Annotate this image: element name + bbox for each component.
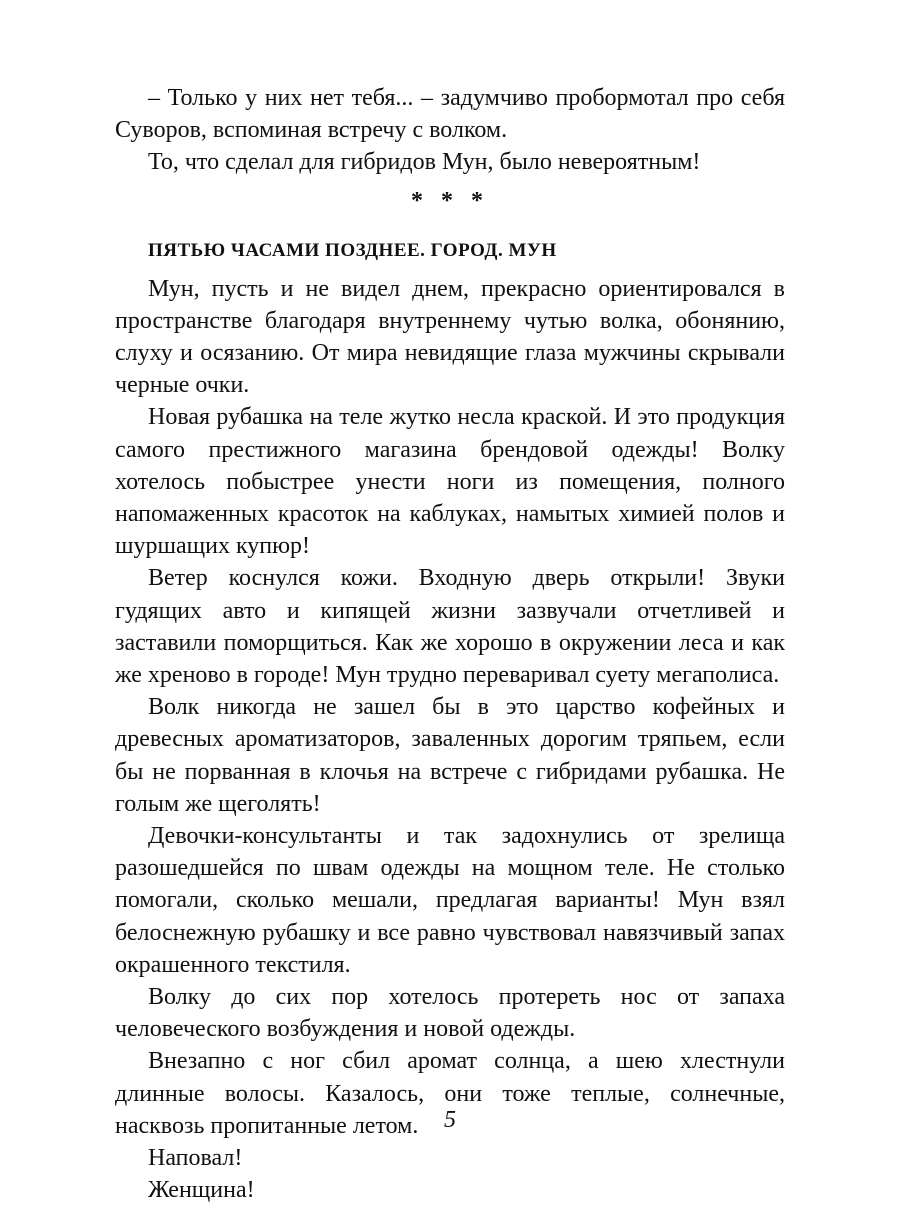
paragraph: Наповал! xyxy=(148,1145,243,1172)
paragraph: Женщина! xyxy=(148,1177,255,1204)
paragraph: Девочки-консультанты и так задохнулись от зрелища разошедшейся по швам одежды на мощном теле. Не столько помогали, сколько мешали, предлагая варианты! Мун взял белоснежную рубашку и все равно чувствовал навязчивый запах окрашенного текстиля. xyxy=(115,823,785,978)
paragraph: То, что сделал для гибридов Мун, было невероятным! xyxy=(148,149,701,176)
page-text xyxy=(115,82,785,1207)
paragraph: – Только у них нет тебя... – задумчиво пробормотал про себя Суворов, вспоминая встречу с волком. xyxy=(115,85,785,144)
paragraph: Волк никогда не зашел бы в это царство кофейных и древесных ароматизаторов, заваленных дорогим тряпьем, если бы не порванная в клочья на встрече с гибридами рубашка. Не голым же щеголять! xyxy=(115,694,785,817)
paragraph: Внезапно с ног сбил аромат солнца, а шею хлестнули длинные волосы. Казалось, они тоже теплые, солнечные, насквозь пропитанные летом. xyxy=(115,1048,785,1139)
section-separator: * * * xyxy=(411,187,489,214)
paragraph: Ветер коснулся кожи. Входную дверь открыли! Звуки гудящих авто и кипящей жизни зазвучали отчетливей и заставили поморщиться. Как же хорошо в окружении леса и как же хреново в городе! Мун трудно переваривал суету мегаполиса. xyxy=(115,565,785,689)
paragraph: Волку до сих пор хотелось протереть нос от запаха человеческого возбуждения и новой одежды. xyxy=(115,984,785,1043)
paragraph: Мун, пусть и не видел днем, прекрасно ориентировался в пространстве благодаря внутреннему чутью волка, обонянию, слуху и осязанию. От мира невидящие глаза мужчины скрывали черные очки. xyxy=(115,275,785,399)
paragraph: Новая рубашка на теле жутко несла краской. И это продукция самого престижного магазина брендовой одежды! Волку хотелось побыстрее унести ноги из помещения, полного напомаженных красоток на каблуках, намытых химией полов и шуршащих купюр! xyxy=(115,404,785,560)
page-number: 5 xyxy=(444,1107,456,1133)
section-heading: ПЯТЬЮ ЧАСАМИ ПОЗДНЕЕ. ГОРОД. МУН xyxy=(148,239,557,261)
